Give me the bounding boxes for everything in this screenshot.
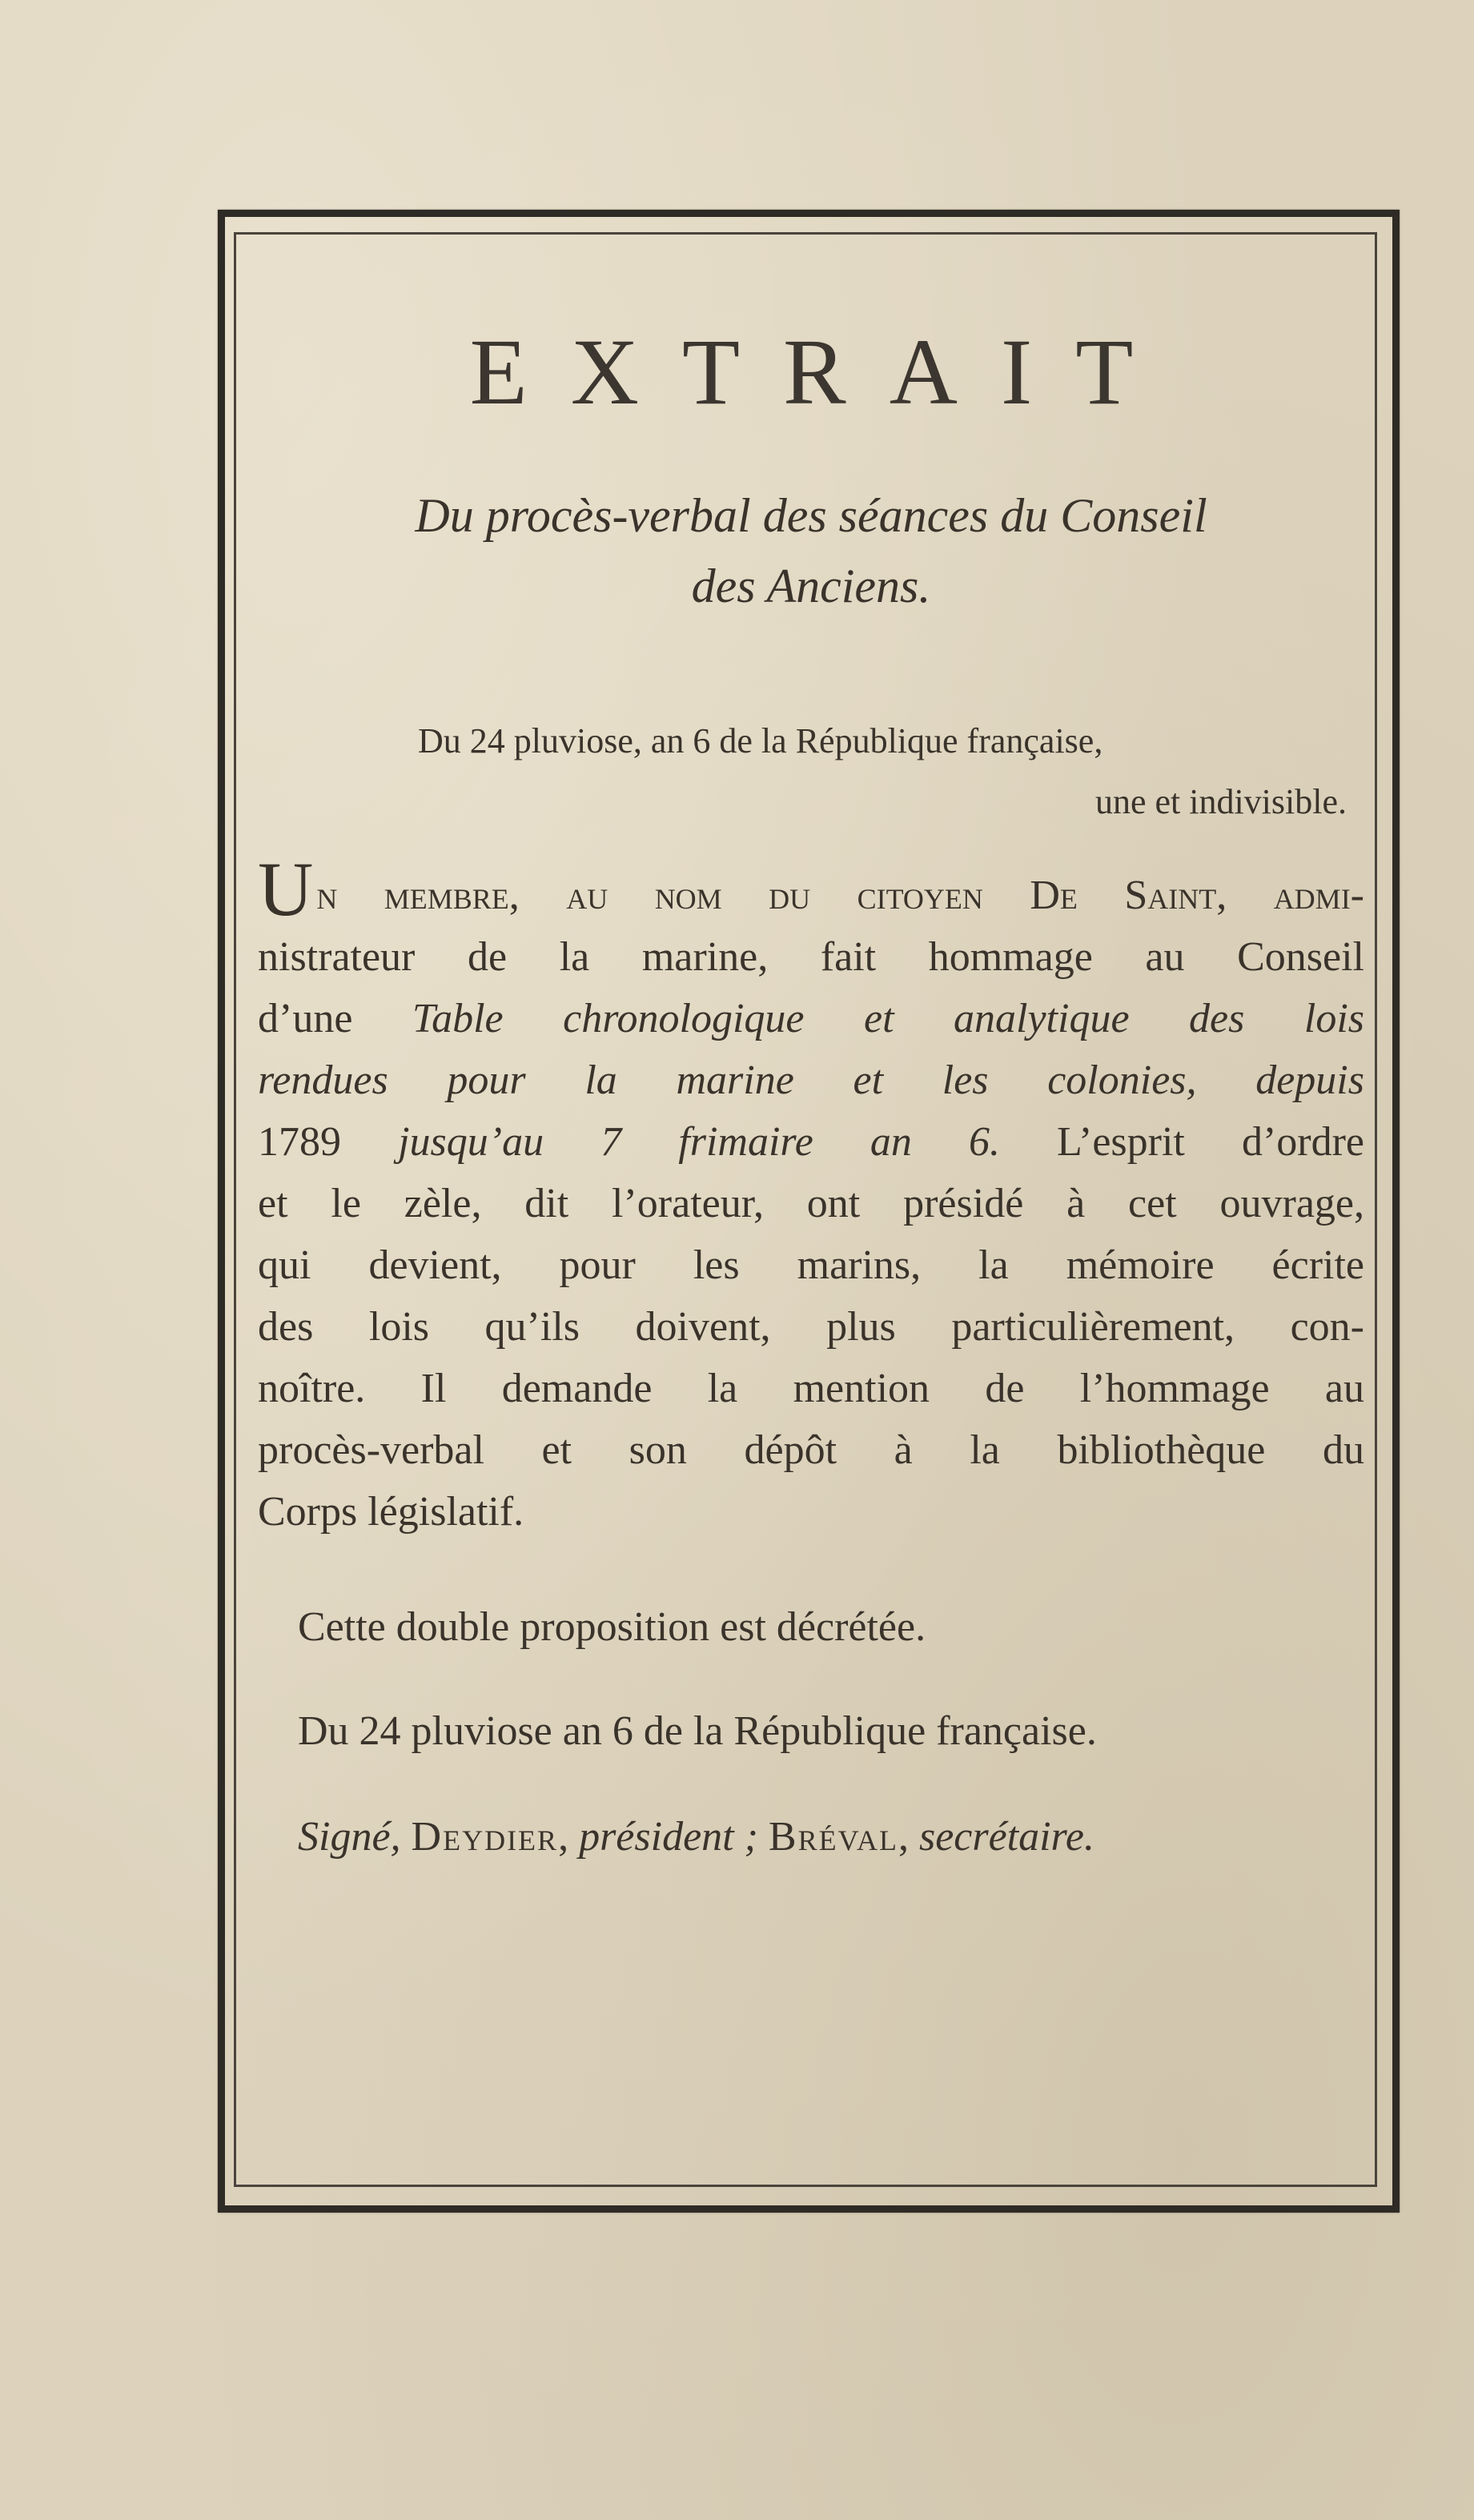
body-line-1 <box>258 846 1364 932</box>
signe-label: Signé, <box>298 1814 401 1860</box>
page-title: EXTRAIT <box>469 319 1177 424</box>
subtitle-line-2: des Anciens. <box>691 560 931 612</box>
body-line-5 <box>258 1111 1364 1173</box>
subtitle-line-1: Du procès-verbal des séances du Conseil <box>415 489 1207 542</box>
drop-cap: U <box>258 846 314 932</box>
president-name: Deydier <box>411 1814 559 1860</box>
book-title-part-3: jusqu’au 7 frimaire an 6. <box>398 1119 1000 1165</box>
body-line-5-a: 1789 <box>258 1119 399 1165</box>
body-line-9: noître. Il demande la mention de l’hommage au <box>258 1366 1364 1411</box>
session-date-line-2: une et indivisible. <box>1094 782 1347 821</box>
session-date <box>418 711 1347 833</box>
body-line-5-c: L’esprit d’ordre <box>999 1119 1364 1165</box>
book-title-part-2: rendues pour la marine et les colonies, depuis <box>258 1057 1364 1103</box>
body-line-10: procès-verbal et son dépôt à la bibliothèque du <box>258 1427 1364 1473</box>
secretary-name: Bréval <box>768 1814 898 1860</box>
body-line-1-text: n membre, au nom du citoyen De Saint, admi- <box>316 873 1364 918</box>
president-title: président <box>579 1814 734 1860</box>
subtitle <box>258 480 1364 621</box>
book-title-part-1: Table chronologique et analytique des lois <box>412 996 1364 1041</box>
body-line-7: qui devient, pour les marins, la mémoire écrite <box>258 1242 1364 1288</box>
signature-line: Signé, Deydier, président ; Bréval, secrétaire. <box>298 1814 1094 1860</box>
session-date-line-1: Du 24 pluviose, an 6 de la République française, <box>418 721 1103 760</box>
body-paragraph <box>258 846 1364 1543</box>
document-content <box>258 288 1364 1889</box>
secretary-title: secrétaire. <box>918 1814 1094 1860</box>
decree-date: Du 24 pluviose an 6 de la République française. <box>298 1708 1097 1754</box>
body-line-6: et le zèle, dit l’orateur, ont présidé à cet ouvrage, <box>258 1181 1364 1226</box>
body-line-8: des lois qu’ils doivent, plus particulièrement, con- <box>258 1304 1364 1350</box>
decree-statement: Cette double proposition est décrétée. <box>298 1604 926 1650</box>
body-line-3-a: d’une <box>258 996 412 1041</box>
body-line-2: nistrateur de la marine, fait hommage au Conseil <box>258 934 1364 980</box>
body-line-11: Corps législatif. <box>258 1489 524 1535</box>
signature-separator: ; <box>744 1814 758 1860</box>
body-line-3 <box>258 988 1364 1049</box>
